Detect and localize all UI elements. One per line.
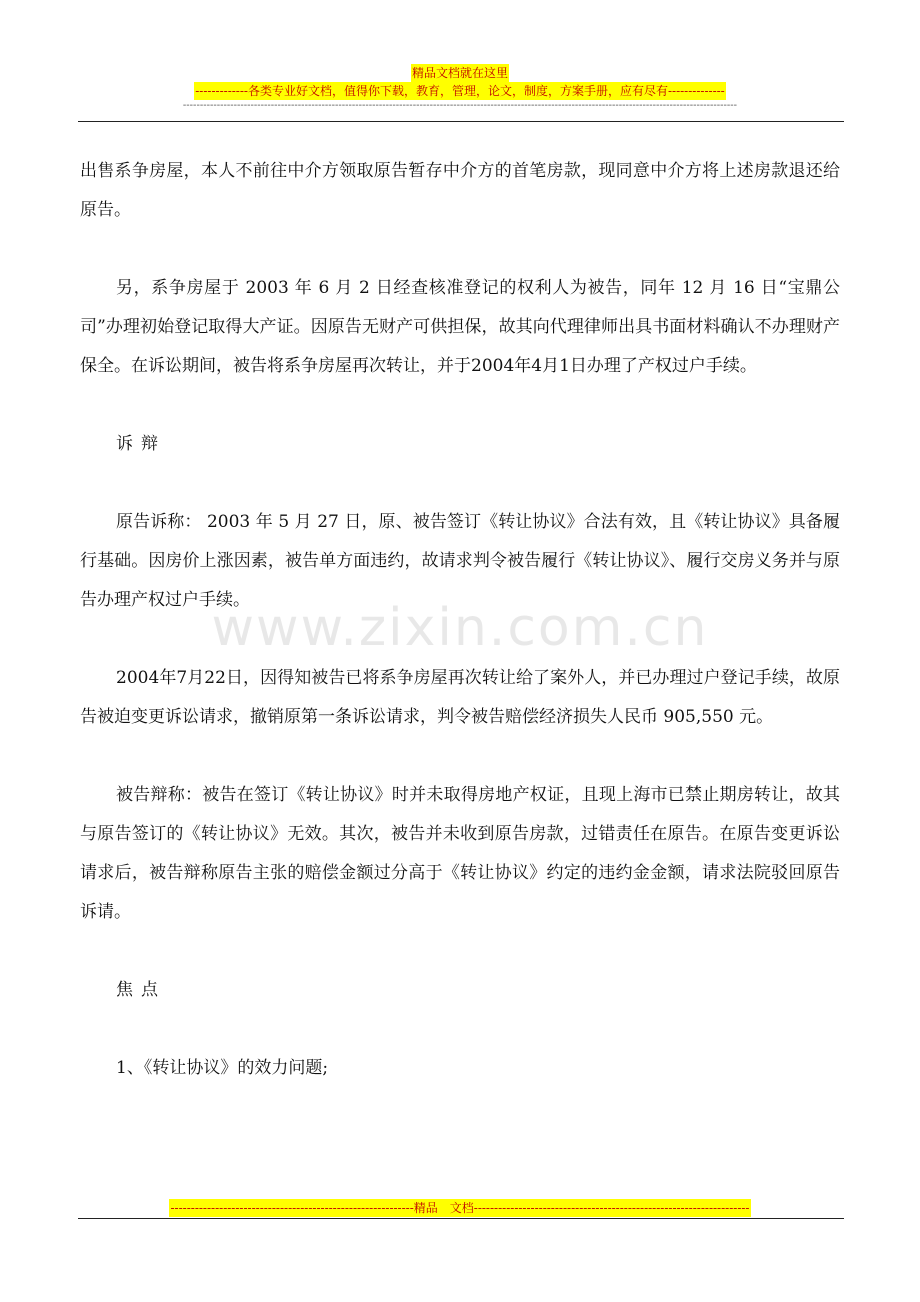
watermark: www.zixin.com.cn <box>211 598 709 658</box>
paragraph-2: 另，系争房屋于 2003 年 6 月 2 日经查核准登记的权利人为被告，同年 12 月 16 日“宝鼎公司”办理初始登记取得大产证。因原告无财产可供担保，故其向代理律师出具书面材料确认不办理财产保全。在诉讼期间，被告将系争房屋再次转让，并于2004年4月1日办理了产权过户手续。 <box>80 278 840 376</box>
header-rule <box>78 121 844 122</box>
paragraph-defendant-defense: 被告辩称：被告在签订《转让协议》时并未取得房地产权证，且现上海市已禁止期房转让，故其与原告签订的《转让协议》无效。其次，被告并未收到原告房款，过错责任在原告。在原告变更诉讼请求后，被告辩称原告主张的赔偿金额过分高于《转让协议》约定的违约金金额，请求法院驳回原告诉请。 <box>80 785 840 922</box>
focus-item-1: 1、《转让协议》的效力问题; <box>116 1058 329 1078</box>
page-header <box>0 64 920 112</box>
document-body <box>80 152 840 1088</box>
section-heading-focus: 焦点 <box>116 980 166 1000</box>
footer-rule <box>78 1218 844 1219</box>
paragraph-1: 出售系争房屋，本人不前往中介方领取原告暂存中介方的首笔房款，现同意中介方将上述房款退还给原告。 <box>80 161 840 220</box>
footer-text: ------------------------------------------------------------精品 文档-------------------------------------------------------------------- <box>170 1201 750 1215</box>
paragraph-claim-change: 2004年7月22日，因得知被告已将系争房屋再次转让给了案外人，并已办理过户登记手续，故原告被迫变更诉讼请求，撤销原第一条诉讼请求，判令被告赔偿经济损失人民币 905,550 元。 <box>80 668 840 727</box>
page-footer <box>0 1199 920 1217</box>
section-heading-pleadings: 诉辩 <box>116 434 166 454</box>
header-subtitle: -------------各类专业好文档，值得你下载，教育，管理，论文，制度，方案手册，应有尽有-------------- <box>195 84 725 98</box>
header-title: 精品文档就在这里 <box>411 66 508 80</box>
header-dashes: -------------------------------------------------------------------------------------------------------------------------------------------------------------------- <box>182 100 738 111</box>
paragraph-plaintiff-claim: 原告诉称： 2003 年 5 月 27 日，原、被告签订《转让协议》合法有效，且《转让协议》具备履行基础。因房价上涨因素，被告单方面违约，故请求判令被告履行《转让协议》、履行交房义务并与原告办理产权过户手续。 <box>80 512 840 610</box>
